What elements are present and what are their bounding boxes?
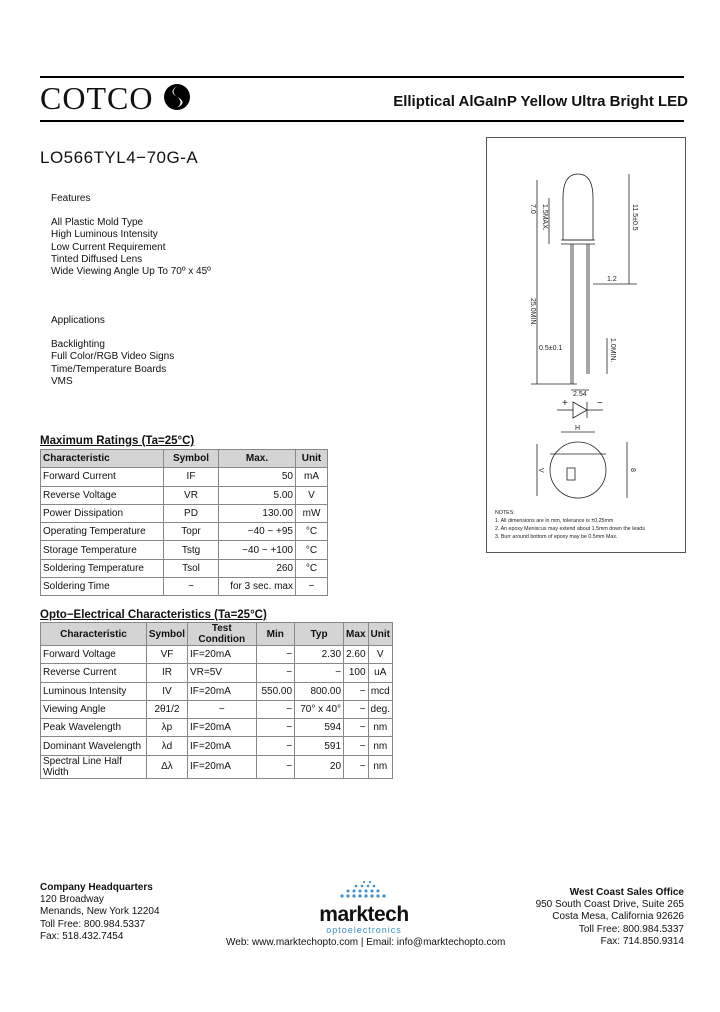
web-email-line: Web: www.marktechopto.com | Email: info@marktechopto.com [226, 937, 506, 948]
note-item: 1. All dimensions are in mm, tolerance is ±0.25mm [495, 518, 614, 524]
dim-label: 1.2 [607, 276, 617, 283]
column-header: Symbol [164, 450, 219, 468]
applications-list [51, 339, 174, 388]
dim-label: H [575, 425, 581, 432]
cotco-logo [40, 80, 192, 117]
applications-heading: Applications [51, 315, 105, 326]
column-header: Unit [296, 450, 328, 468]
marktech-wordmark: marktech [319, 903, 409, 926]
table-row: Spectral Line Half Width Δλ IF=20mA − 20 − nm [41, 755, 393, 778]
polarity-minus: − [597, 398, 603, 409]
features-heading: Features [51, 193, 91, 204]
list-item: Time/Temperature Boards [51, 363, 167, 375]
notes-title: NOTES: [495, 510, 515, 516]
table-row: Forward Current IF 50 mA [41, 468, 328, 486]
table-row: Peak Wavelength λp IF=20mA − 594 − nm [41, 719, 393, 737]
column-header: Max. [219, 450, 296, 468]
table-header-row [41, 623, 393, 646]
package-drawing [486, 137, 686, 553]
list-item: Tinted Diffused Lens [51, 253, 143, 265]
dot-grid-icon [334, 880, 394, 900]
dim-label: 1.0MIN. [609, 338, 616, 363]
hq-title: Company Headquarters [40, 882, 153, 893]
features-list [51, 217, 211, 278]
dim-label: 8 [629, 468, 636, 472]
column-header: Characteristic [41, 623, 147, 646]
column-header: Characteristic [41, 450, 164, 468]
column-header: Max [344, 623, 369, 646]
table-row: Soldering Temperature Tsol 260 °C [41, 559, 328, 577]
note-item: 3. Burr around bottom of epoxy may be 0.5mm Max. [495, 534, 618, 540]
table-row: Reverse Voltage VR 5.00 V [41, 486, 328, 504]
list-item: Full Color/RGB Video Signs [51, 351, 175, 363]
west-title: West Coast Sales Office [569, 887, 684, 898]
table-header-row [41, 450, 328, 468]
dim-label: 0.5±0.1 [539, 345, 563, 352]
column-header: Test Condition [188, 623, 256, 646]
part-number: LO566TYL4−70G-A [40, 148, 199, 167]
list-item: All Plastic Mold Type [51, 217, 144, 228]
table-row: Soldering Time − for 3 sec. max − [41, 578, 328, 596]
column-header: Min [256, 623, 295, 646]
dim-label: 25.0MIN. [529, 298, 536, 327]
opto-title: Opto−Electrical Characteristics (Ta=25°C) [40, 609, 267, 621]
table-row: Operating Temperature Topr −40 ~ +95 °C [41, 523, 328, 541]
opto-table [40, 622, 393, 779]
max-ratings-title: Maximum Ratings (Ta=25°C) [40, 435, 195, 447]
dim-label: 1.5MAX. [541, 204, 548, 231]
dim-label: 11.5±0.5 [631, 204, 638, 231]
dim-label: 2.54 [573, 391, 587, 398]
header-rule [40, 120, 684, 122]
led-outline-icon [487, 138, 685, 552]
column-header: Typ [295, 623, 344, 646]
polarity-plus: + [562, 398, 568, 409]
list-item: VMS [51, 375, 73, 387]
marktech-subtitle: optoelectronics [326, 925, 402, 935]
top-rule [40, 76, 684, 78]
table-row: Reverse Current IR VR=5V − − 100 uA [41, 664, 393, 682]
table-row: Storage Temperature Tstg −40 ~ +100 °C [41, 541, 328, 559]
table-row: Viewing Angle 2θ1/2 − − 70° x 40° − deg. [41, 700, 393, 718]
list-item: Backlighting [51, 339, 105, 350]
hq-address: Company Headquarters 120 Broadway Menands, New York 12204 Toll Free: 800.984.5337 Fax: 518.432.7454 [40, 882, 160, 942]
cotco-emblem-icon [162, 82, 192, 112]
marktech-logo [300, 880, 428, 935]
west-coast-address: West Coast Sales Office 950 South Coast Drive, Suite 265 Costa Mesa, California 92626 Toll Free: 800.984.5337 Fax: 714.850.9314 [535, 887, 684, 947]
page-title: Elliptical AlGaInP Yellow Ultra Bright LED [393, 93, 688, 110]
list-item: Low Current Requirement [51, 241, 166, 253]
column-header: Unit [368, 623, 392, 646]
note-item: 2. An epoxy Meniscus may extend about 1.5mm down the leads [495, 526, 645, 532]
max-ratings-table [40, 449, 328, 596]
dim-label: V [537, 468, 544, 473]
column-header: Symbol [146, 623, 187, 646]
list-item: Wide Viewing Angle Up To 70º x 45º [51, 266, 211, 278]
table-row: Luminous Intensity IV IF=20mA 550.00 800.00 − mcd [41, 682, 393, 700]
table-row: Power Dissipation PD 130.00 mW [41, 504, 328, 522]
brand-name: COTCO [40, 80, 154, 116]
list-item: High Luminous Intensity [51, 229, 158, 241]
dim-label: 7.0 [529, 204, 536, 214]
table-row: Dominant Wavelength λd IF=20mA − 591 − nm [41, 737, 393, 755]
table-row: Forward Voltage VF IF=20mA − 2.30 2.60 V [41, 646, 393, 664]
